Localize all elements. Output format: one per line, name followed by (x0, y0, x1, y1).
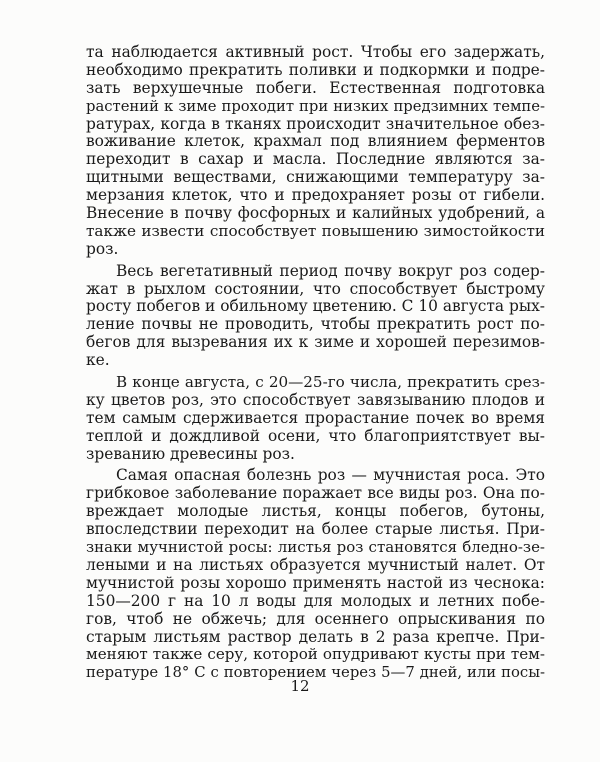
text-line: тем самым сдерживается прорастание почек во время (86, 408, 545, 427)
text-line: мерзания клеток, что и предохраняет розы от гибели. (86, 186, 545, 205)
text-line: старым листьям раствор делать в 2 раза крепче. При- (86, 627, 545, 646)
paragraph (86, 467, 545, 682)
text-line: также извести способствует повышению зимостойкости (86, 221, 545, 240)
text-line: необходимо прекратить поливки и подкормки и подре- (86, 60, 545, 79)
paragraph (86, 263, 545, 370)
paragraph (86, 374, 545, 463)
text-line: вреждает молодые листья, концы побегов, бутоны, (86, 502, 545, 521)
text-line: мучнистой розы хорошо применять настой из чеснока: (86, 573, 545, 592)
text-line: роз. (86, 239, 119, 258)
text-line: знаки мучнистой росы: листья роз становятся бледно-зе- (86, 538, 545, 557)
text-line: пературе 18° С с повторением через 5—7 дней, или посы- (86, 664, 545, 682)
text-line: Внесение в почву фосфорных и калийных удобрений, а (86, 204, 545, 223)
text-line: ку цветов роз, это способствует завязыванию плодов и (86, 390, 545, 409)
text-line: воживание клеток, крахмал под влиянием ферментов (86, 132, 545, 151)
text-line: В конце августа, с 20—25-го числа, прекратить срез- (116, 373, 545, 392)
text-line: ке. (86, 351, 110, 370)
text-line: ратурах, когда в тканях происходит значительное обез- (86, 114, 545, 133)
text-line: меняют также серу, которой опудривают кусты при тем- (86, 645, 545, 664)
text-line: Самая опасная болезнь роз — мучнистая роса. Это (116, 466, 545, 485)
text-line: Весь вегетативный период почву вокруг роз содер- (116, 261, 545, 280)
text-line: жат в рыхлом состоянии, что способствует быстрому (86, 279, 545, 298)
body-text (86, 44, 545, 682)
text-line: зреванию древесины роз. (86, 444, 295, 463)
text-line: гов, чтоб не обжечь; для осеннего опрыскивания по (86, 609, 545, 628)
paragraph (86, 44, 545, 259)
text-line: грибковое заболевание поражает все виды роз. Она по- (86, 484, 545, 503)
text-line: впоследствии переходит на более старые листья. При- (86, 520, 545, 539)
text-line: переходит в сахар и масла. Последние являются за- (86, 150, 545, 169)
text-line: леными и на листьях образуется мучнистый налет. От (86, 555, 545, 574)
text-line: зать верхушечные побеги. Естественная подготовка (86, 78, 545, 97)
page-number: 12 (290, 677, 310, 695)
text-line: бегов для вызревания их к зиме и хорошей перезимов- (86, 333, 545, 352)
text-line: растений к зиме проходит при низких предзимних темпе- (86, 97, 545, 115)
text-line: росту побегов и обильному цветению. С 10 августа рых- (86, 297, 545, 316)
text-line: ление почвы не проводить, чтобы прекратить рост по- (86, 315, 545, 334)
text-line: теплой и дождливой осени, что благоприятствует вы- (86, 426, 545, 445)
text-line: щитными веществами, снижающими температуру за- (86, 168, 545, 187)
text-line: 150—200 г на 10 л воды для молодых и летних побе- (86, 591, 545, 610)
text-line: та наблюдается активный рост. Чтобы его задержать, (86, 43, 545, 61)
